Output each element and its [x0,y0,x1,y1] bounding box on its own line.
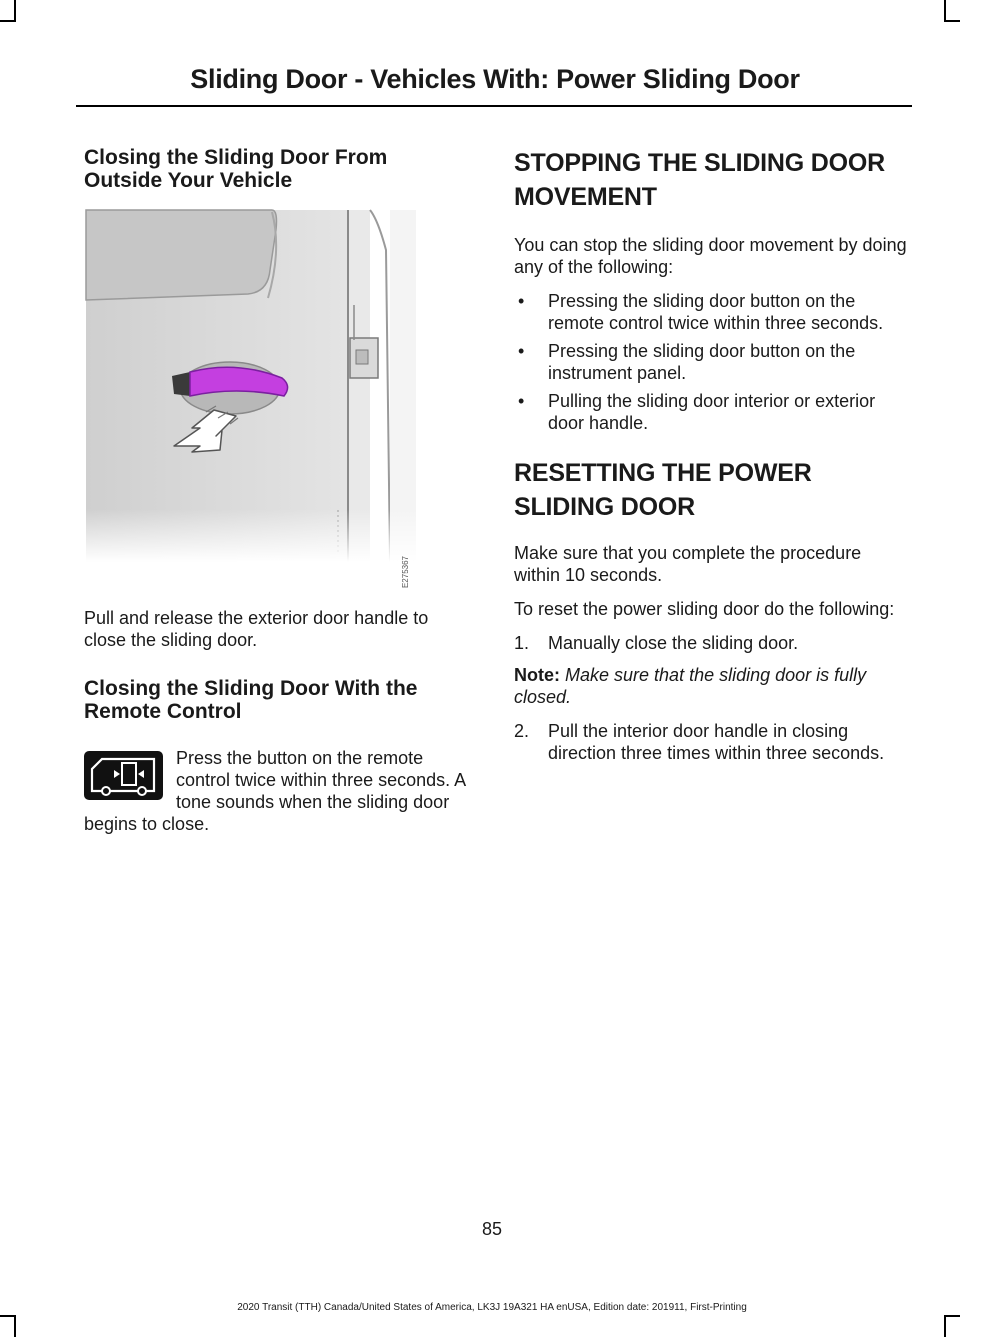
remote-paragraph-block [84,747,468,835]
list-item: • Pulling the sliding door interior or exterior door handle. [518,391,876,433]
stop-methods-list [514,290,910,434]
heading-stopping [514,146,910,214]
para-reset-timing: Make sure that you complete the procedure within 10 seconds. [514,543,862,585]
page-number: 85 [481,1219,503,1239]
heading-stopping-line1: STOPPING THE SLIDING DOOR [514,149,885,177]
header-divider [76,105,912,107]
left-column [84,146,468,835]
list-item: • Pressing the sliding door button on the remote control twice within three seconds. [518,291,884,333]
heading-resetting [514,456,910,524]
crop-mark [944,1315,960,1317]
para-reset-intro: To reset the power sliding door do the following: [514,599,895,619]
para-remote-control: Press the button on the remote control twice within three seconds. A tone sounds when the sliding door begins to close. [84,748,466,834]
crop-mark [944,0,946,22]
note-label: Note: [514,665,560,685]
crop-mark [944,20,960,22]
right-column [514,146,910,764]
door-handle-illustration [86,210,416,589]
note [514,664,910,708]
crop-mark [0,20,16,22]
crop-mark [14,0,16,22]
list-item: • Pressing the sliding door button on the instrument panel. [518,341,856,383]
heading-resetting-line2: SLIDING DOOR [514,493,695,521]
section-heading-outside: Closing the Sliding Door From Outside Your Vehicle [84,146,388,192]
crop-mark [0,1315,16,1317]
para-pull-release: Pull and release the exterior door handle to close the sliding door. [84,608,429,650]
sliding-door-remote-icon [84,751,163,800]
note-text: Make sure that the sliding door is fully closed. [514,665,867,707]
heading-stopping-line2: MOVEMENT [514,183,657,211]
section-heading-remote: Closing the Sliding Door With the Remote Control [84,677,418,723]
para-stop-intro: You can stop the sliding door movement by doing any of the following: [514,235,907,277]
page-title: Sliding Door - Vehicles With: Power Sliding Door [190,64,800,94]
figure-code: E275367 [401,556,410,589]
heading-resetting-line1: RESETTING THE POWER [514,459,812,487]
footer-edition-info: 2020 Transit (TTH) Canada/United States of America, LK3J 19A321 HA enUSA, Edition date: 201911, First-Printing [237,1302,747,1313]
step-1: 1. Manually close the sliding door. [514,633,799,653]
step-2: 2. Pull the interior door handle in closing direction three times within three seconds. [514,721,885,763]
crop-mark [14,1315,16,1337]
crop-mark [944,1315,946,1337]
